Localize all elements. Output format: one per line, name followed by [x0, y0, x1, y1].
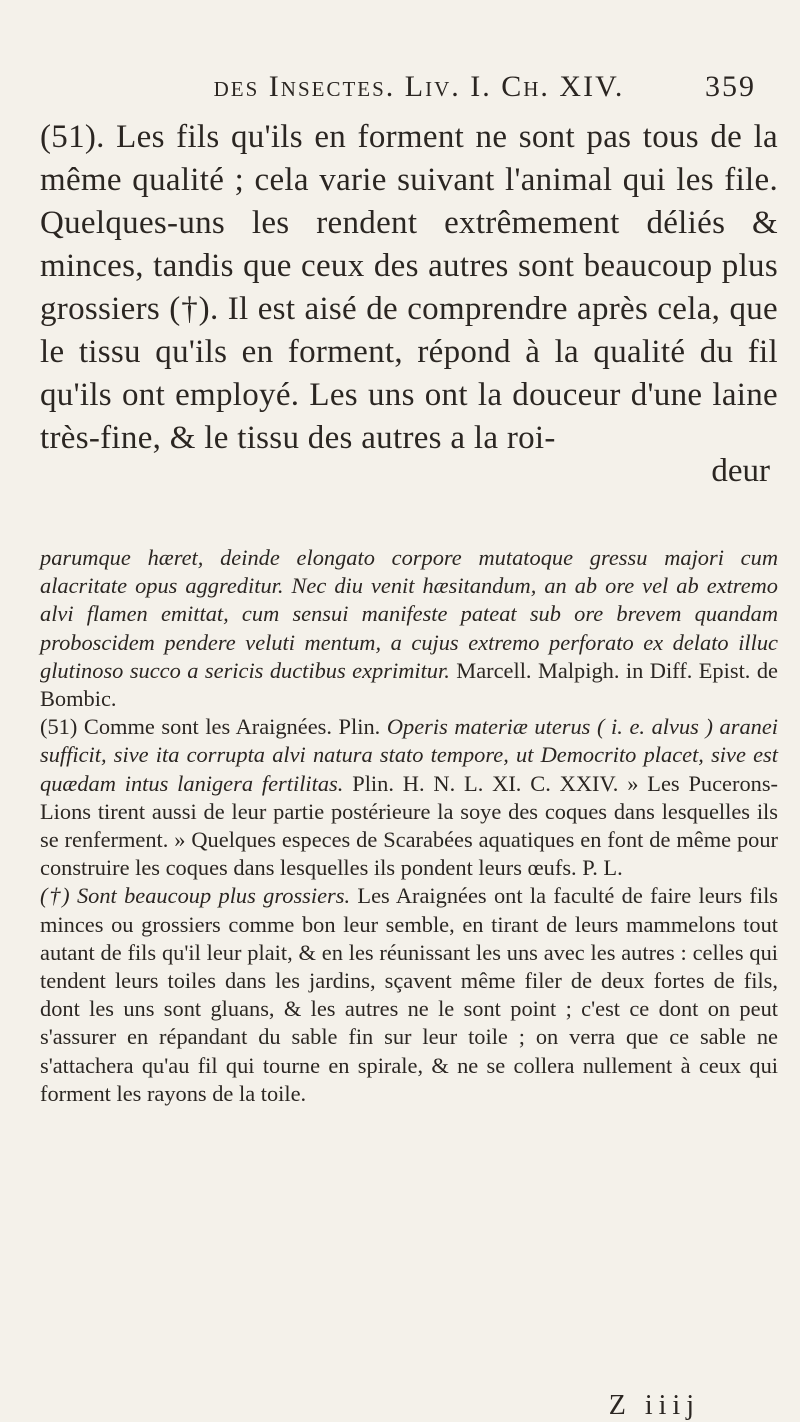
- page-number: 359: [705, 70, 756, 103]
- footnote-51-intro: (51) Comme sont les Araignées. Plin.: [40, 714, 381, 740]
- footnote-dagger-lemma: (†) Sont beaucoup plus grossiers.: [40, 883, 351, 909]
- footnote-dagger-text: Les Araignées ont la faculté de faire leurs fils minces ou grossiers comme bon leur semble, en tirant de leurs mammelons tout autant de fils qu'il leur plait, & en les réunissant les uns avec les autres : celles qui tendent leurs toiles dans les jardins, sçavent même filer de deux fortes de fils, dont les uns sont gluans, & les autres ne le sont point ; c'est ce dont on peut s'assurer en répandant du sable fin sur leur toile ; on verra que ce sable ne s'attachera qu'au fil qui tourne en spirale, & ne se collera nullement à ceux qui forment les rayons de la toile.: [40, 883, 779, 1106]
- running-header: [60, 70, 778, 104]
- footnote-dagger: [40, 882, 778, 1108]
- catchword: deur: [711, 453, 770, 489]
- citation: Marcell. Malpigh. in Diff. Epist. de Bombic.: [40, 657, 778, 712]
- footnote-51-latin: Operis materiæ uterus ( i. e. alvus ) aranei sufficit, sive ita corrupta alvi natura stato tempore, ut Democrito placet, sive est quædam intus lanigera fertilitas.: [40, 714, 779, 796]
- footnote-51-quote: » Les Pucerons-Lions tirent aussi de leur partie postérieure la soye des coques dans lesquelles ils se renferment. » Quelques especes de Scarabées aquatiques en font de même pour construire les coques dans lesquelles ils pondent leurs œufs. P. L.: [40, 770, 779, 881]
- footnote-continuation: [40, 544, 778, 713]
- running-title: des Insectes. Liv. I. Ch. XIV.: [213, 70, 625, 103]
- signature-mark: Z iiij: [608, 1390, 700, 1421]
- footnote-51: [40, 713, 778, 882]
- footnote-51-citation: Plin. H. N. L. XI. C. XXIV.: [352, 770, 619, 796]
- footnotes: [40, 544, 778, 1108]
- latin-quote: parumque hæret, deinde elongato corpore mutatoque gressu majori cum alacritate opus aggreditur. Nec diu venit hæsitandum, an ab ore vel ab extremo alvi flamen emittat, cum sensui manifeste pateat sub ore brevem quandam proboscidem pendere veluti mentum, a cujus extremo perforato ex delato illuc glutinoso succo a sericis ductibus exprimitur.: [40, 545, 778, 683]
- main-text: (51). Les fils qu'ils en forment ne sont pas tous de la même qualité ; cela varie suivant l'animal qui les file. Quelques-uns les rendent extrêmement déliés & minces, tandis que ceux des autres sont beaucoup plus grossiers (†). Il est aisé de comprendre après cela, que le tissu qu'ils en forment, répond à la qualité du fil qu'ils ont employé. Les uns ont la douceur d'une laine très-fine, & le tissu des autres a la roi-: [40, 119, 778, 456]
